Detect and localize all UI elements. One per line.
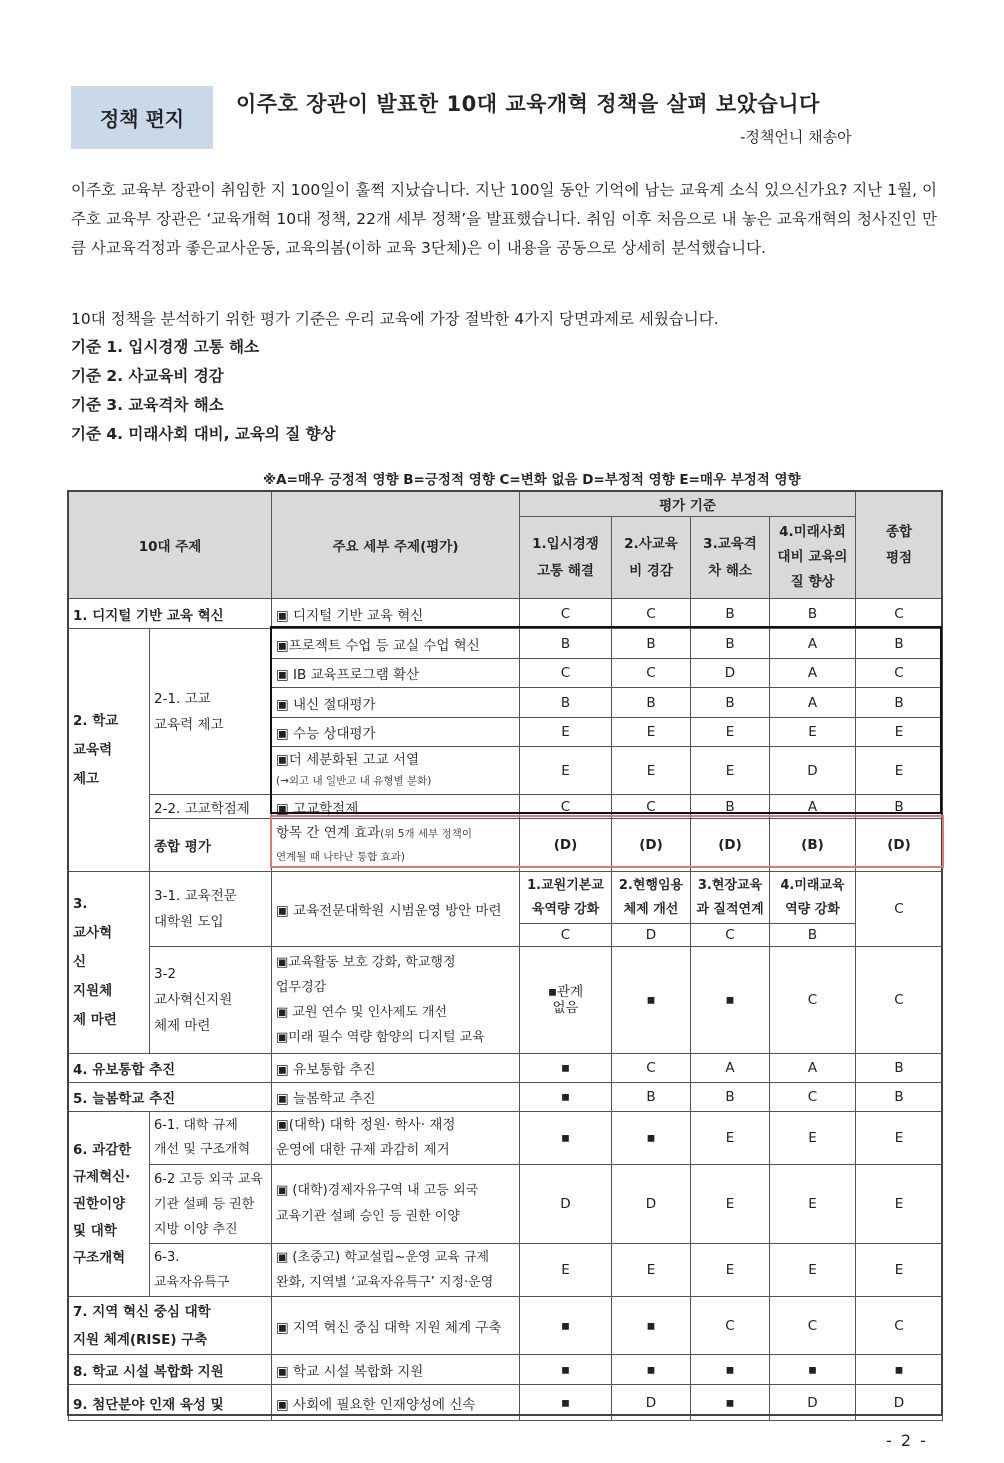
grade-cell: D [612, 1385, 691, 1421]
overall-cell: E [856, 747, 943, 795]
subcriterion-head: 1.교원기본교 육역량 강화 [520, 872, 612, 924]
grade-cell: A [770, 659, 856, 688]
intro-paragraph-1: 이주호 교육부 장관이 취임한 지 100일이 훌쩍 지났습니다. 지난 100일 동안 기억에 남는 교육계 소식 있으신가요? 지난 1월, 이주호 교육부 장관은 ‘교육개혁 10대 정책, 22개 세부 정책’을 발표했습니다. 취임 이후 처음으로 내 놓은 교육개혁의 청사진인 만큼 사교육걱정과 좋은교사운동, 교육의봄(이하 교육 3단체)은 이 내용을 공동으로 상세히 분석했습니다. [71, 181, 937, 257]
subtheme-2-1: 2-1. 고교 교육력 제고 [150, 629, 272, 795]
detail-cell: ▣ 유보통합 추진 [272, 1054, 520, 1083]
overall-cell: C [856, 659, 943, 688]
table-row [69, 1244, 943, 1297]
theme-1: 1. 디지털 기반 교육 혁신 [69, 599, 272, 629]
table-row [69, 795, 943, 819]
table-row [69, 629, 943, 659]
grade-cell: A [770, 1054, 856, 1083]
overall-cell: C [856, 1297, 943, 1355]
detail-cell: ▣ (초중고) 학교설립~운영 교육 규제 완화, 지역별 ‘교육자유특구’ 지정·운영 [272, 1244, 520, 1297]
grade-cell: B [691, 629, 770, 659]
grade-cell: C [770, 1083, 856, 1112]
detail-cell: ▣ 디지털 기반 교육 혁신 [272, 599, 520, 629]
grade-cell: ▪ [612, 1112, 691, 1165]
grade-cell: ▪ [520, 1385, 612, 1421]
page-title: 이주호 장관이 발표한 10대 교육개혁 정책을 살펴 보았습니다 [236, 92, 820, 116]
overall-cell: B [856, 1054, 943, 1083]
detail-cell: ▣ IB 교육프로그램 확산 [272, 659, 520, 688]
grade-cell: (D) [520, 819, 612, 872]
grade-cell: B [520, 629, 612, 659]
criterion-2: 기준 2. 사교육비 경감 [71, 367, 224, 385]
header-theme: 10대 주제 [69, 492, 272, 599]
grade-cell: C [612, 1054, 691, 1083]
grade-cell: D [520, 1165, 612, 1244]
overall-cell: D [856, 1385, 943, 1421]
grade-cell: ▪ [520, 1112, 612, 1165]
grade-cell: C [520, 924, 612, 947]
grade-cell: E [770, 1244, 856, 1297]
criterion-3: 기준 3. 교육격차 해소 [71, 396, 224, 414]
grade-cell: E [612, 718, 691, 747]
grade-cell: B [520, 688, 612, 718]
overall-cell: E [856, 1112, 943, 1165]
table-row [69, 1355, 943, 1385]
page-number: - 2 - [886, 1431, 928, 1450]
overall-cell: C [856, 872, 943, 947]
overall-cell: B [856, 688, 943, 718]
detail-note: (→외고 내 일반고 내 유형별 분화) [276, 775, 432, 787]
evaluation-table [68, 491, 943, 1421]
grade-cell: E [691, 718, 770, 747]
detail-cell: ▣더 세분화된 고교 서열 (→외고 내 일반고 내 유형별 분화) [272, 747, 520, 795]
section-tag: 정책 편지 [71, 86, 213, 149]
grade-legend: ※A=매우 긍정적 영향 B=긍정적 영향 C=변화 없음 D=부정적 영향 E=매우 부정적 영향 [263, 472, 801, 488]
theme-3: 3. 교사혁 신 지원체 제 마련 [69, 872, 150, 1054]
header-criteria-group: 평가 기준 [520, 492, 856, 517]
subcriterion-head: 4.미래교육 역량 강화 [770, 872, 856, 924]
theme-5: 5. 늘봄학교 추진 [69, 1083, 272, 1112]
grade-cell: B [770, 599, 856, 629]
grade-cell: ▪ [612, 1355, 691, 1385]
overall-cell: (D) [856, 819, 943, 872]
overall-cell: E [856, 718, 943, 747]
grade-cell: E [691, 1112, 770, 1165]
summary-detail: 항목 간 연계 효과(위 5개 세부 정책이 연계될 때 나타난 통합 효과) [272, 819, 520, 872]
grade-cell: C [520, 599, 612, 629]
overall-cell: B [856, 629, 943, 659]
grade-cell: D [691, 659, 770, 688]
table-row [69, 1297, 943, 1355]
grade-cell: ▪ [520, 1083, 612, 1112]
detail-cell: ▣ 지역 혁신 중심 대학 지원 체계 구축 [272, 1297, 520, 1355]
grade-cell: D [770, 1385, 856, 1421]
criterion-4: 기준 4. 미래사회 대비, 교육의 질 향상 [71, 425, 336, 443]
grade-cell: B [612, 629, 691, 659]
subtheme-6-3: 6-3. 교육자유특구 [150, 1244, 272, 1297]
table-row [69, 947, 943, 1054]
grade-cell: E [770, 718, 856, 747]
theme-7: 7. 지역 혁신 중심 대학 지원 체계(RISE) 구축 [69, 1297, 272, 1355]
grade-cell: D [612, 924, 691, 947]
summary-row [69, 819, 943, 872]
overall-cell: E [856, 1165, 943, 1244]
subcriterion-head: 2.현행임용 체제 개선 [612, 872, 691, 924]
grade-cell: E [770, 1165, 856, 1244]
header-c4: 4.미래사회 대비 교육의 질 향상 [770, 517, 856, 599]
detail-cell: ▣(대학) 대학 정원· 학사· 재정 운영에 대한 규제 과감히 제거 [272, 1112, 520, 1165]
grade-cell: B [612, 1083, 691, 1112]
grade-cell: ▪ [770, 1355, 856, 1385]
subtheme-3-1: 3-1. 교육전문 대학원 도입 [150, 872, 272, 947]
overall-cell: B [856, 1083, 943, 1112]
grade-cell: A [770, 629, 856, 659]
grade-cell: C [612, 659, 691, 688]
subtheme-6-1: 6-1. 대학 규제 개선 및 구조개혁 [150, 1112, 272, 1165]
grade-cell: ▪ [691, 1385, 770, 1421]
grade-cell: E [691, 1244, 770, 1297]
overall-cell: C [856, 947, 943, 1054]
grade-cell: E [691, 1165, 770, 1244]
grade-cell: (D) [612, 819, 691, 872]
grade-cell: C [770, 1297, 856, 1355]
overall-cell: E [856, 1244, 943, 1297]
theme-2: 2. 학교 교육력 제고 [69, 629, 150, 872]
grade-cell: ▪ [691, 947, 770, 1054]
header-c1: 1.입시경쟁 고통 해결 [520, 517, 612, 599]
grade-cell: ▪ [520, 1297, 612, 1355]
grade-cell: E [691, 747, 770, 795]
detail-cell: ▣프로젝트 수업 등 교실 수업 혁신 [272, 629, 520, 659]
table-row [69, 1054, 943, 1083]
grade-cell: E [612, 747, 691, 795]
header-c2: 2.사교육 비 경감 [612, 517, 691, 599]
theme-4: 4. 유보통합 추진 [69, 1054, 272, 1083]
overall-cell: C [856, 599, 943, 629]
overall-cell: B [856, 795, 943, 819]
grade-cell: E [612, 1244, 691, 1297]
header-c3: 3.교육격 차 해소 [691, 517, 770, 599]
grade-cell: (D) [691, 819, 770, 872]
theme-6: 6. 과감한 규제혁신· 권한이양 및 대학 구조개혁 [69, 1112, 150, 1297]
header-overall: 종합 평점 [856, 492, 943, 599]
grade-cell: E [770, 1112, 856, 1165]
grade-cell: B [691, 688, 770, 718]
grade-cell: A [770, 795, 856, 819]
grade-cell: A [691, 1054, 770, 1083]
grade-cell: ▪ [520, 1355, 612, 1385]
table-row [69, 1112, 943, 1165]
grade-cell: ▪ [691, 1355, 770, 1385]
grade-cell: E [520, 1244, 612, 1297]
grade-cell: C [612, 599, 691, 629]
table-row [69, 1083, 943, 1112]
intro-paragraph-2: 10대 정책을 분석하기 위한 평가 기준은 우리 교육에 가장 절박한 4가지 당면과제로 세웠습니다. [71, 310, 719, 328]
grade-cell: C [691, 924, 770, 947]
detail-cell: ▣ 늘봄학교 추진 [272, 1083, 520, 1112]
detail-cell: ▣ 학교 시설 복합화 지원 [272, 1355, 520, 1385]
author-line: -정책언니 채송아 [740, 128, 852, 146]
grade-cell: ▪관계 없음 [520, 947, 612, 1054]
summary-label: 종합 평가 [150, 819, 272, 872]
detail-cell: ▣교육활동 보호 강화, 학교행정 업무경감 ▣ 교원 연수 및 인사제도 개선 ▣미래 필수 역량 함양의 디지털 교육 [272, 947, 520, 1054]
grade-cell: C [691, 1297, 770, 1355]
detail-cell: ▣ 고교학점제 [272, 795, 520, 819]
grade-cell: B [691, 599, 770, 629]
table-row [69, 1385, 943, 1421]
overall-cell: ▪ [856, 1355, 943, 1385]
grade-cell: C [770, 947, 856, 1054]
grade-cell: D [770, 747, 856, 795]
grade-cell: C [612, 795, 691, 819]
subtheme-2-2: 2-2. 고교학점제 [150, 795, 272, 819]
theme-9: 9. 첨단분야 인재 육성 및 [69, 1385, 272, 1421]
subtheme-6-2: 6-2 고등 외국 교육 기관 설폐 등 권한 지방 이양 추진 [150, 1165, 272, 1244]
grade-cell: D [612, 1165, 691, 1244]
grade-cell: B [770, 924, 856, 947]
detail-cell: ▣ 내신 절대평가 [272, 688, 520, 718]
detail-cell: ▣ 교육전문대학원 시범운영 방안 마련 [272, 872, 520, 947]
detail-cell: ▣ (대학)경제자유구역 내 고등 외국 교육기관 설폐 승인 등 권한 이양 [272, 1165, 520, 1244]
detail-cell: ▣ 사회에 필요한 인재양성에 신속 [272, 1385, 520, 1421]
subtheme-3-2: 3-2 교사혁신지원 체제 마련 [150, 947, 272, 1054]
grade-cell: B [612, 688, 691, 718]
grade-cell: A [770, 688, 856, 718]
grade-cell: C [520, 795, 612, 819]
grade-cell: ▪ [612, 1297, 691, 1355]
theme-8: 8. 학교 시설 복합화 지원 [69, 1355, 272, 1385]
grade-cell: E [520, 747, 612, 795]
header-detail: 주요 세부 주제(평가) [272, 492, 520, 599]
grade-cell: ▪ [520, 1054, 612, 1083]
table-row [69, 599, 943, 629]
grade-cell: ▪ [612, 947, 691, 1054]
grade-cell: B [691, 1083, 770, 1112]
detail-cell: ▣ 수능 상대평가 [272, 718, 520, 747]
grade-cell: C [520, 659, 612, 688]
subcriterion-head: 3.현장교육 과 질적연계 [691, 872, 770, 924]
grade-cell: (B) [770, 819, 856, 872]
table-row [69, 872, 943, 924]
grade-cell: B [691, 795, 770, 819]
criterion-1: 기준 1. 입시경쟁 고통 해소 [71, 338, 259, 356]
grade-cell: E [520, 718, 612, 747]
table-row [69, 1165, 943, 1244]
